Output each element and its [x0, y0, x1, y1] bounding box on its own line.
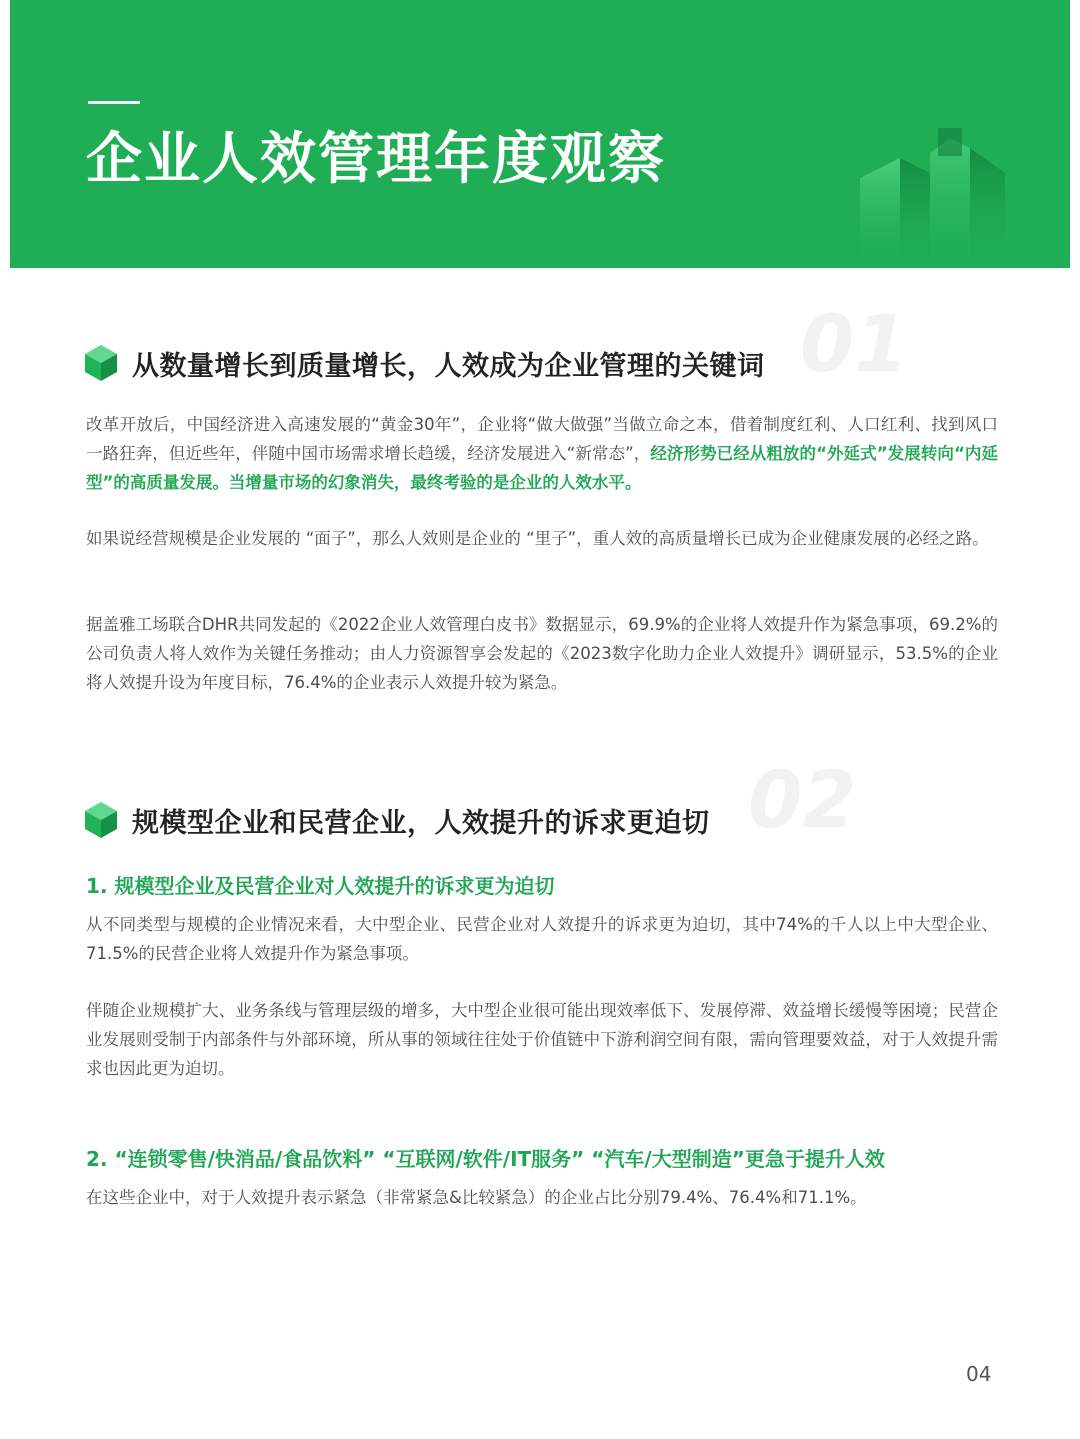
building-blocks-icon	[850, 128, 1010, 268]
section-heading-1	[84, 343, 765, 383]
page-title: 企业人效管理年度观察	[86, 127, 666, 192]
section-number-watermark: 02	[748, 756, 857, 846]
paragraph: 据盖雅工场联合DHR共同发起的《2022企业人效管理白皮书》数据显示，69.9%的企业将人效提升作为紧急事项，69.2%的公司负责人将人效作为关键任务推动；由人力资源智享会发起的《2023数字化助力企业人效提升》调研显示，53.5%的企业将人效提升设为年度目标，76.4%的企业表示人效提升较为紧急。	[86, 615, 998, 692]
section-heading-2	[84, 800, 710, 840]
banner-accent-line	[88, 101, 140, 104]
subsection-title: 1. 规模型企业及民营企业对人效提升的诉求更为迫切	[86, 874, 555, 898]
header-banner	[10, 0, 1070, 268]
paragraph: 如果说经营规模是企业发展的 “面子”，那么人效则是企业的 “里子”，重人效的高质量增长已成为企业健康发展的必经之路。	[86, 529, 989, 548]
paragraph: 从不同类型与规模的企业情况来看，大中型企业、民营企业对人效提升的诉求更为迫切，其中74%的千人以上中大型企业、71.5%的民营企业将人效提升作为紧急事项。	[86, 915, 998, 963]
paragraph-text: 改革开放后，中国经济进入高速发展的“黄金30年”，企业将“做大做强”当做立命之本，借着制度红利、人口红利、找到风口一路狂奔，但近些年，伴随中国市场需求增长趋缓，经济发展进入“新常态”，	[86, 415, 998, 463]
page-number: 04	[966, 1362, 992, 1386]
section-title: 从数量增长到质量增长，人效成为企业管理的关键词	[132, 350, 765, 382]
section-title: 规模型企业和民营企业，人效提升的诉求更迫切	[132, 807, 710, 839]
green-cube-icon	[84, 344, 118, 382]
green-cube-icon	[84, 801, 118, 839]
paragraph: 在这些企业中，对于人效提升表示紧急（非常紧急&比较紧急）的企业占比分别79.4%、76.4%和71.1%。	[86, 1188, 867, 1207]
subsection-title: 2. “连锁零售/快消品/食品饮料” “互联网/软件/IT服务” “汽车/大型制造”更急于提升人效	[86, 1147, 885, 1171]
section-number-watermark: 01	[800, 300, 909, 390]
paragraph	[86, 410, 998, 497]
paragraph: 伴随企业规模扩大、业务条线与管理层级的增多，大中型企业很可能出现效率低下、发展停滞、效益增长缓慢等困境；民营企业发展则受制于内部条件与外部环境，所从事的领域往往处于价值链中下游利润空间有限，需向管理要效益，对于人效提升需求也因此更为迫切。	[86, 1001, 998, 1078]
highlighted-text: 经济形势已经从粗放的“外延式”发展转向“内延型”的高质量发展。当增量市场的幻象消失，最终考验的是企业的人效水平。	[86, 444, 998, 492]
